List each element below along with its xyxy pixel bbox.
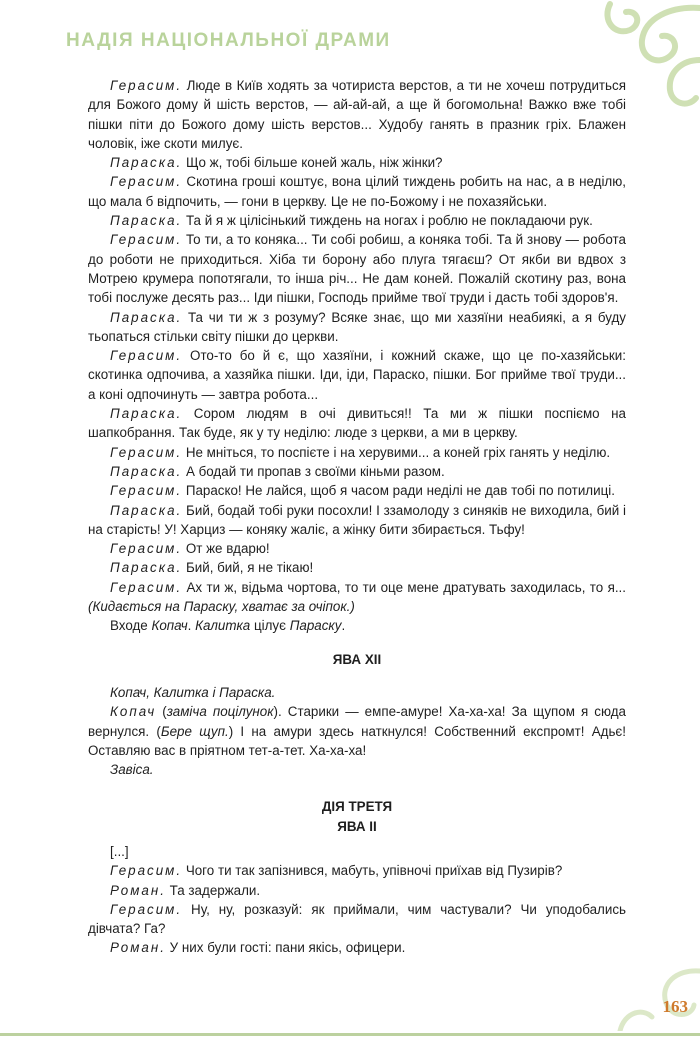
dialogue-line	[88, 308, 626, 347]
text: Копач	[151, 618, 188, 634]
text: Калитка	[195, 618, 251, 634]
text: .	[187, 618, 196, 634]
dialogue-line	[88, 462, 626, 481]
line-text: Та й я ж цілісінький тиждень на ногах і роблю не покладаючи рук.	[182, 213, 593, 229]
speaker: Параска.	[110, 155, 183, 171]
footer-rule	[0, 1033, 700, 1036]
scene-heading: ЯВА XII	[332, 651, 382, 667]
speaker: Герасим.	[110, 444, 183, 460]
speaker: Герасим.	[110, 579, 183, 595]
line-text: Бий, бодай тобі руки посохли! І ззамолоду з синяків не виходила, бий і на старість! У! Харциз — коняку жаліє, а жінку бити збирається. Тьфу!	[88, 502, 626, 537]
dialogue-line	[88, 539, 626, 558]
dialogue-line	[88, 481, 626, 500]
stage-direction: заміча поцілунок	[166, 704, 274, 720]
line-text: Бий, бий, я не тікаю!	[182, 560, 314, 576]
speaker: Герасим.	[110, 863, 183, 879]
dialogue-line	[88, 153, 626, 172]
line-text: Та задержали.	[165, 882, 261, 898]
dialogue-line	[88, 501, 626, 540]
speaker: Параска.	[110, 502, 183, 518]
speaker: Герасим.	[110, 348, 183, 364]
act-heading: ДІЯ ТРЕТЯ	[321, 799, 393, 815]
line-text: У них були гості: пани якісь, офицери.	[165, 940, 406, 956]
text: (	[156, 704, 167, 720]
cast-list: Копач, Калитка і Параска.	[110, 684, 276, 700]
dialogue-line	[88, 404, 626, 443]
line-text: Що ж, тобі більше коней жаль, ніж жінки?	[182, 155, 443, 171]
line-text: То ти, а то коняка... Ти собі робиш, а коняка тобі. Та й знову — робота до роботи не приходиться. Хіба ти борону або плуга тягаєш? От якби ви вдвох з Мотрею крумера попотягали, то інша річ... Не дам коней. Пожалій скотину раз, вона тобі послуже десять раз... Іди пішки, Господь прийме твої труди і дасть тобі здоров'я.	[88, 232, 626, 306]
line-text: А бодай ти пропав з своїми кіньми разом.	[182, 463, 445, 479]
speaker: Параска.	[110, 560, 183, 576]
line-text: Не мніться, то поспієте і на херувими... а коней гріх ганять у неділю.	[182, 444, 611, 460]
dialogue-line	[88, 230, 626, 307]
text: ) І на амури здесь наткнулся! Собственний експромт! Адьє! Оставляю вас в прiятном тет-а-тет. Ха-ха-ха!	[88, 723, 626, 758]
speaker: Герасим.	[110, 541, 183, 557]
dialogue-line	[88, 172, 626, 211]
scene-heading: ЯВА II	[337, 818, 377, 834]
line-text: От же вдарю!	[182, 541, 270, 557]
speaker: Параска.	[110, 213, 183, 229]
line-text: Люде в Київ ходять за чотириста верстов, а ти не хочеш потрудиться для Божого дому й шість верстов, — ай-ай-ай, а ще й богомольна! Важко вже тобі пішки піти до Божого дому шість верстов... Худобу ганять в празник гріх. Блажен чоловік, іже скоти милує.	[88, 78, 626, 151]
text: .	[341, 618, 346, 634]
dialogue-line	[88, 881, 626, 900]
dialogue-line	[88, 211, 626, 230]
text: Входе	[110, 618, 152, 634]
page-body	[88, 76, 626, 958]
line-text: Ах ти ж, відьма чортова, то ти оце мене дратувать заходилась, то я...	[182, 579, 626, 595]
speaker: Параска.	[110, 309, 183, 325]
line-text: Чого ти так запізнився, мабуть, упівночі приїхав від Пузирів?	[182, 863, 563, 879]
speaker: Копач	[110, 704, 157, 720]
speaker: Герасим.	[110, 78, 183, 93]
line-text: Сором людям в очі дивиться!! Та ми ж пішки поспіємо на шапкобрання. Так буде, як у ту неділю: люде з церкви, а ми в церкву.	[88, 406, 626, 441]
speaker: Герасим.	[110, 901, 183, 917]
line-text: Параско! Не лайся, щоб я часом ради неділі не дав тобі по потилиці.	[182, 483, 615, 499]
dialogue-line	[88, 76, 626, 153]
running-header: НАДІЯ НАЦІОНАЛЬНОЇ ДРАМИ	[66, 30, 391, 51]
speaker: Герасим.	[110, 174, 183, 190]
decorative-corner-swirl	[580, 951, 700, 1031]
curtain-note: Завіса.	[110, 762, 154, 778]
dialogue-line	[88, 900, 626, 939]
dialogue-line	[88, 702, 626, 760]
dialogue-line	[88, 346, 626, 404]
speaker: Роман.	[110, 882, 166, 898]
speaker: Роман.	[110, 940, 166, 956]
line-text: Ну, ну, розказуй: як приймали, чим частували? Чи уподобались дівчата? Га?	[88, 901, 626, 937]
stage-direction: (Кидається на Параску, хватає за очіпок.)	[88, 599, 355, 615]
dialogue-line	[88, 558, 626, 577]
dialogue-line	[88, 443, 626, 462]
line-text: Та чи ти ж з розуму? Всяке знає, що ми хазяїни неабиякі, а я буду тьопаться стільки світу пішки до церкви.	[88, 309, 626, 344]
line-text: Скотина гроші коштує, вона цілий тиждень робить на нас, а в неділю, що мала б відпочить, — гони в церкву. Це не по-Божому і не похазяйськи.	[88, 174, 626, 209]
dialogue-line	[88, 578, 626, 617]
speaker: Герасим.	[110, 483, 183, 499]
dialogue-line	[88, 938, 626, 957]
line-text: Ото-то бо й є, що хазяїни, і кожний скаже, що це по-хазяйськи: скотинка одпочива, а хазяйка пішки. Іди, іди, Параско, пішки. Бог прийме твої труди... а коні одпочинуть — завтра робота...	[88, 348, 626, 402]
dialogue-line	[88, 861, 626, 880]
speaker: Параска.	[110, 463, 183, 479]
text: цілує	[250, 618, 290, 634]
page-number: 163	[662, 997, 688, 1016]
stage-direction: Бере щуп.	[160, 723, 229, 739]
speaker: Герасим.	[110, 232, 183, 248]
text: Параску	[289, 618, 342, 634]
omission-mark: [...]	[110, 843, 129, 859]
text: ). Старики — емпе-амуре! Ха-ха-ха! За щупом я сюда вернулся. (	[88, 704, 627, 739]
speaker: Параска.	[110, 406, 183, 422]
stage-direction-enter	[88, 616, 626, 635]
